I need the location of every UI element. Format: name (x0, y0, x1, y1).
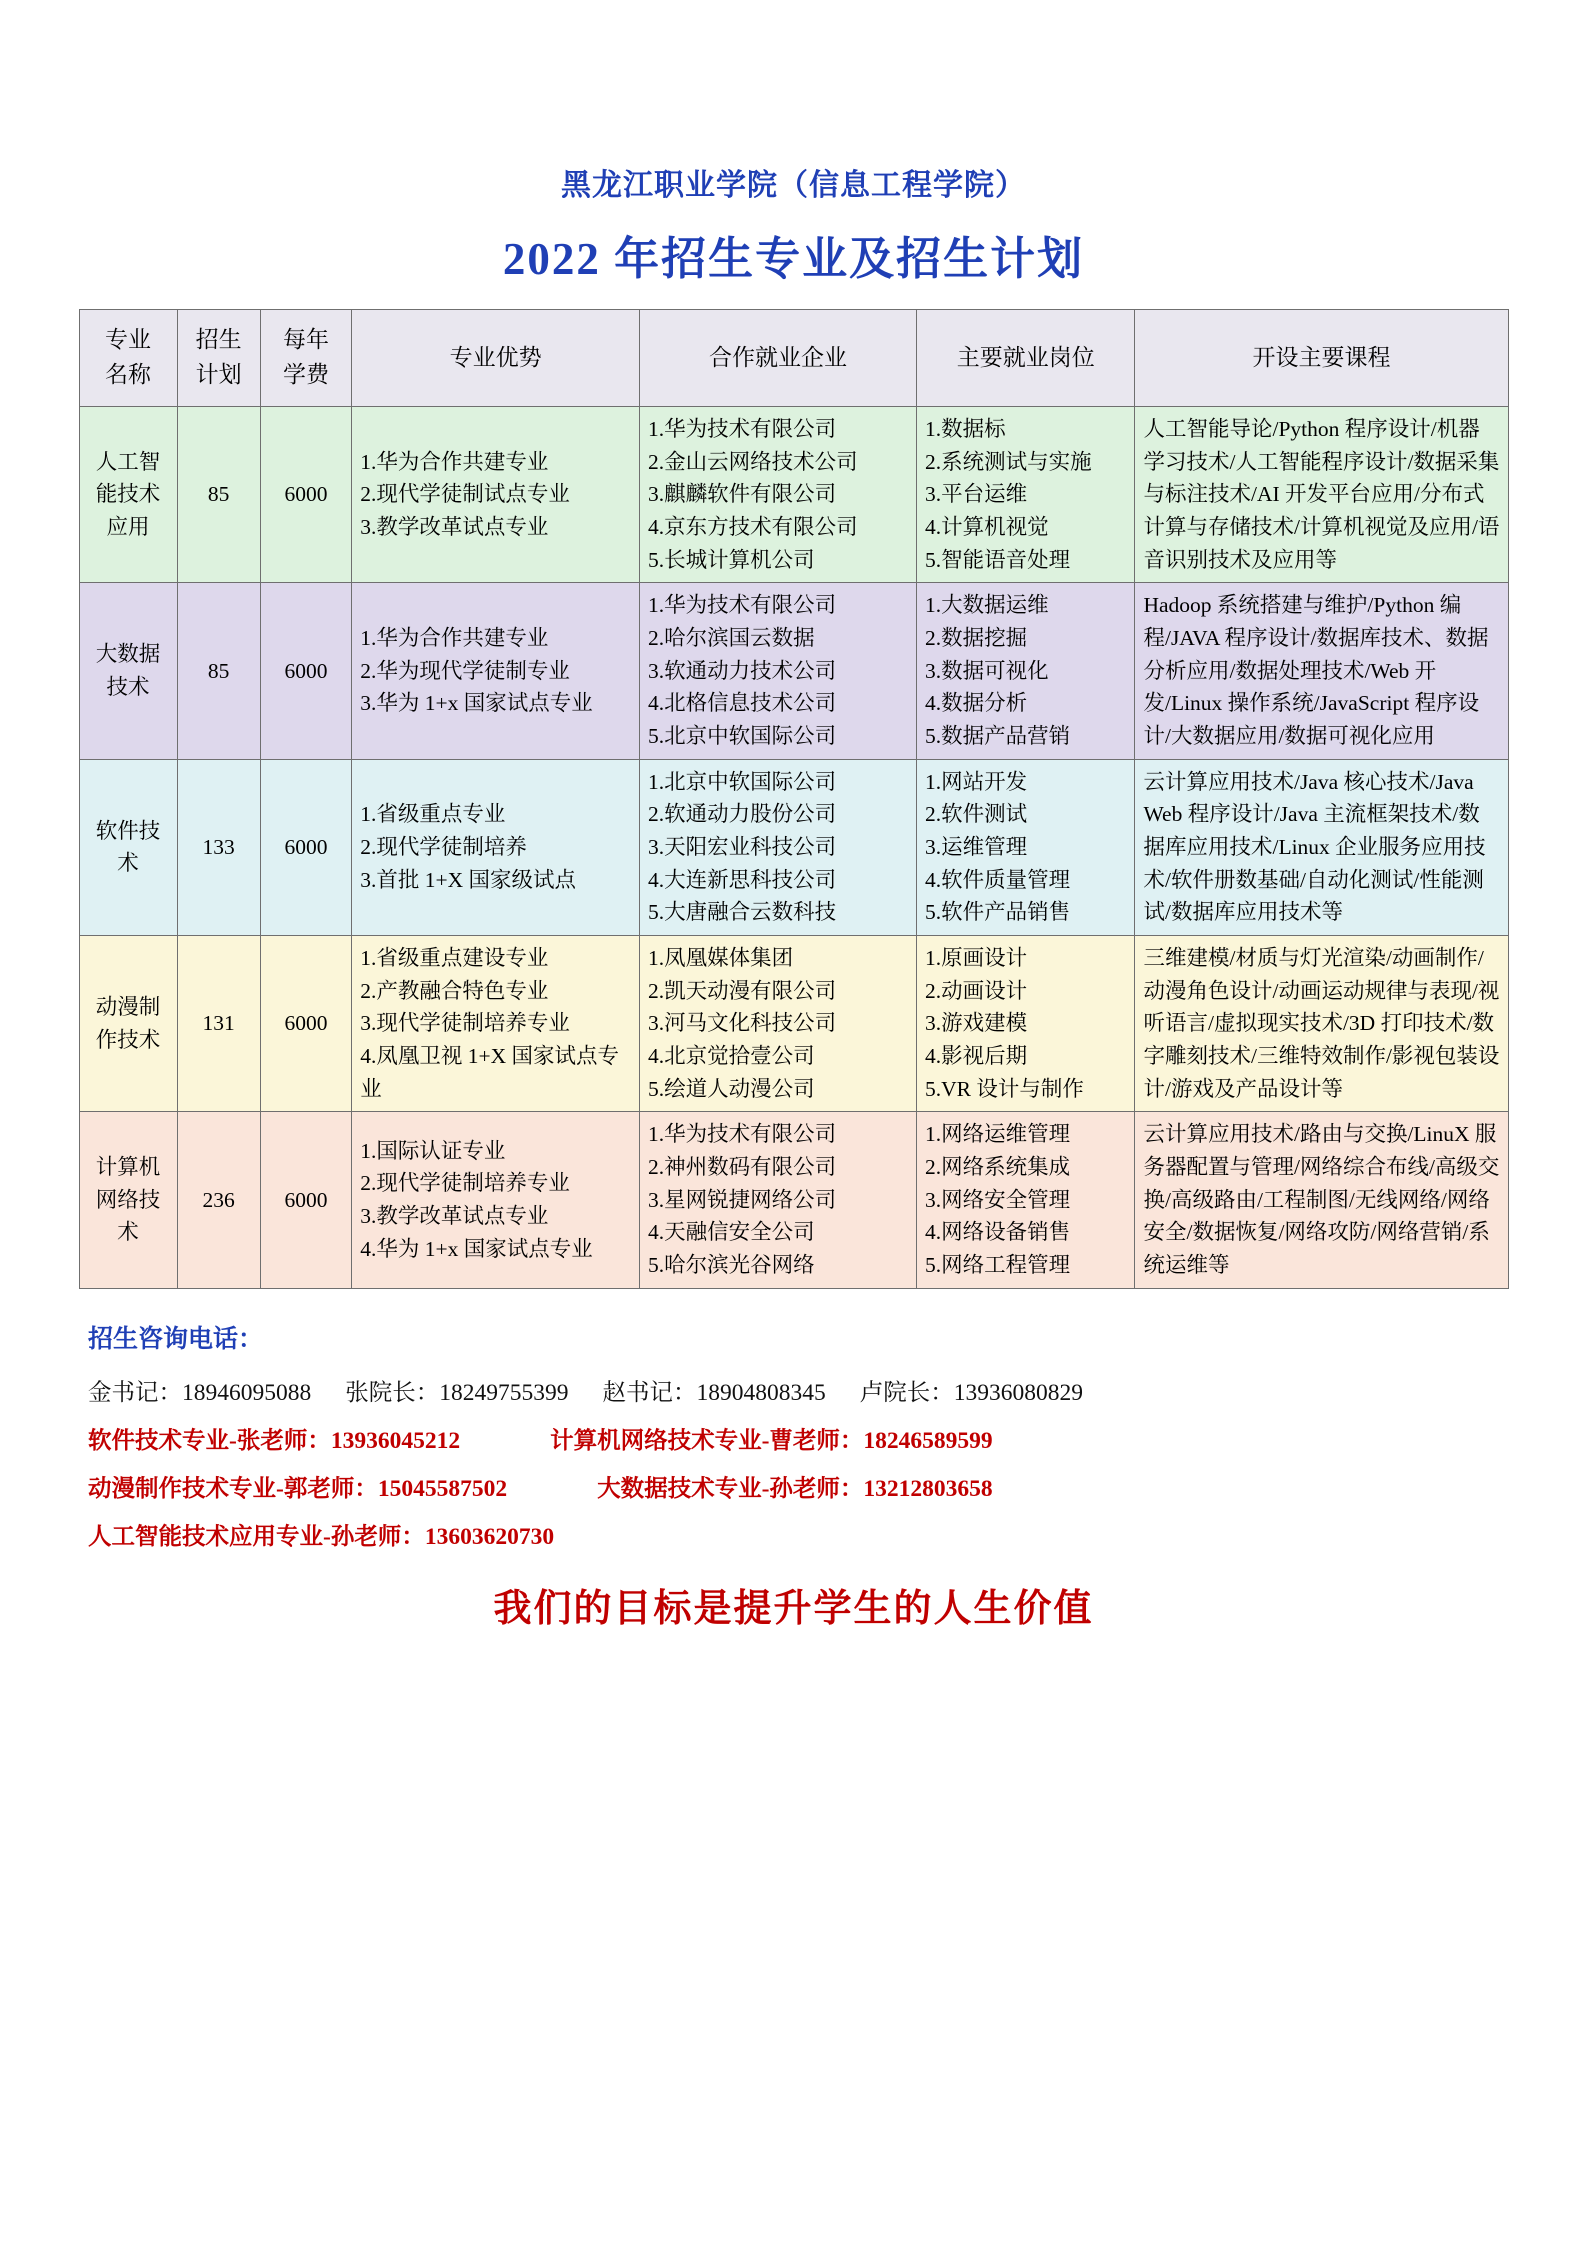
contact-line (88, 1517, 1509, 1551)
contacts-section (88, 1319, 1509, 1551)
contact-item: 金书记：18946095088 (88, 1379, 312, 1406)
cell-enrollment-plan: 85 (177, 583, 260, 759)
cell-companies: 1.华为技术有限公司 2.金山云网络技术公司 3.麒麟软件有限公司 4.京东方技术有限公司 5.长城计算机公司 (639, 407, 916, 583)
table-row (79, 1112, 1508, 1288)
cell-jobs: 1.原画设计 2.动画设计 3.游戏建模 4.影视后期 5.VR 设计与制作 (917, 936, 1135, 1112)
contact-item: 赵书记：18904808345 (602, 1379, 826, 1406)
cell-courses: Hadoop 系统搭建与维护/Python 编程/JAVA 程序设计/数据库技术、数据分析应用/数据处理技术/Web 开发/Linux 操作系统/JavaScript 程序设计/大数据应用/数据可视化应用 (1135, 583, 1508, 759)
contact-item: 软件技术专业-张老师：13936045212 (88, 1427, 461, 1454)
slogan: 我们的目标是提升学生的人生价值 (493, 1587, 1094, 1630)
page-title: 2022 年招生专业及招生计划 (502, 234, 1085, 284)
cell-major-name: 软件技术 (79, 759, 177, 935)
cell-companies: 1.华为技术有限公司 2.哈尔滨国云数据 3.软通动力技术公司 4.北格信息技术公司 5.北京中软国际公司 (639, 583, 916, 759)
column-header-courses: 开设主要课程 (1135, 310, 1508, 407)
contact-item: 动漫制作技术专业-郭老师：15045587502 (88, 1475, 508, 1502)
cell-jobs: 1.数据标 2.系统测试与实施 3.平台运维 4.计算机视觉 5.智能语音处理 (917, 407, 1135, 583)
cell-courses: 云计算应用技术/路由与交换/LinuX 服务器配置与管理/网络综合布线/高级交换/高级路由/工程制图/无线网络/网络安全/数据恢复/网络攻防/网络营销/系统运维等 (1135, 1112, 1508, 1288)
cell-companies: 1.北京中软国际公司 2.软通动力股份公司 3.天阳宏业科技公司 4.大连新思科技公司 5.大唐融合云数科技 (639, 759, 916, 935)
cell-courses: 三维建模/材质与灯光渲染/动画制作/动漫角色设计/动画运动规律与表现/视听语言/虚拟现实技术/3D 打印技术/数字雕刻技术/三维特效制作/影视包装设计/游戏及产品设计等 (1135, 936, 1508, 1112)
cell-enrollment-plan: 85 (177, 407, 260, 583)
cell-annual-fee: 6000 (260, 583, 352, 759)
contacts-heading: 招生咨询电话： (88, 1325, 264, 1353)
table-row (79, 759, 1508, 935)
cell-advantages: 1.华为合作共建专业 2.华为现代学徒制专业 3.华为 1+x 国家试点专业 (352, 583, 640, 759)
cell-jobs: 1.大数据运维 2.数据挖掘 3.数据可视化 4.数据分析 5.数据产品营销 (917, 583, 1135, 759)
cell-annual-fee: 6000 (260, 759, 352, 935)
cell-major-name: 大数据技术 (79, 583, 177, 759)
contact-line (88, 1421, 1509, 1455)
cell-courses: 人工智能导论/Python 程序设计/机器学习技术/人工智能程序设计/数据采集与标注技术/AI 开发平台应用/分布式计算与存储技术/计算机视觉及应用/语音识别技术及应用等 (1135, 407, 1508, 583)
column-header-jobs: 主要就业岗位 (917, 310, 1135, 407)
column-header-advantages: 专业优势 (352, 310, 640, 407)
contact-line (88, 1373, 1509, 1407)
cell-advantages: 1.国际认证专业 2.现代学徒制培养专业 3.教学改革试点专业 4.华为 1+x 国家试点专业 (352, 1112, 640, 1288)
cell-advantages: 1.华为合作共建专业 2.现代学徒制试点专业 3.教学改革试点专业 (352, 407, 640, 583)
column-header-enrollment-plan: 招生 计划 (177, 310, 260, 407)
column-header-companies: 合作就业企业 (639, 310, 916, 407)
cell-jobs: 1.网站开发 2.软件测试 3.运维管理 4.软件质量管理 5.软件产品销售 (917, 759, 1135, 935)
cell-annual-fee: 6000 (260, 407, 352, 583)
cell-jobs: 1.网络运维管理 2.网络系统集成 3.网络安全管理 4.网络设备销售 5.网络工程管理 (917, 1112, 1135, 1288)
cell-companies: 1.华为技术有限公司 2.神州数码有限公司 3.星网锐捷网络公司 4.天融信安全公司 5.哈尔滨光谷网络 (639, 1112, 916, 1288)
enrollment-plan-table (79, 309, 1509, 1289)
contact-item: 大数据技术专业-孙老师：13212803658 (597, 1475, 993, 1502)
institution-subtitle: 黑龙江职业学院（信息工程学院） (561, 169, 1026, 202)
contact-item: 卢院长：13936080829 (859, 1379, 1083, 1406)
cell-companies: 1.凤凰媒体集团 2.凯天动漫有限公司 3.河马文化科技公司 4.北京觉拾壹公司 5.绘道人动漫公司 (639, 936, 916, 1112)
contact-item: 计算机网络技术专业-曹老师：18246589599 (550, 1427, 993, 1454)
contact-item: 张院长：18249755399 (345, 1379, 569, 1406)
table-row (79, 407, 1508, 583)
contact-item: 人工智能技术应用专业-孙老师：13603620730 (88, 1523, 555, 1550)
cell-annual-fee: 6000 (260, 936, 352, 1112)
cell-advantages: 1.省级重点专业 2.现代学徒制培养 3.首批 1+X 国家级试点 (352, 759, 640, 935)
cell-enrollment-plan: 133 (177, 759, 260, 935)
cell-enrollment-plan: 236 (177, 1112, 260, 1288)
cell-enrollment-plan: 131 (177, 936, 260, 1112)
column-header-major-name: 专业 名称 (79, 310, 177, 407)
column-header-annual-fee: 每年 学费 (260, 310, 352, 407)
table-row (79, 936, 1508, 1112)
cell-courses: 云计算应用技术/Java 核心技术/Java Web 程序设计/Java 主流框架技术/数据库应用技术/Linux 企业服务应用技术/软件册数基础/自动化测试/性能测试/数据库应用技术等 (1135, 759, 1508, 935)
cell-major-name: 人工智能技术应用 (79, 407, 177, 583)
cell-major-name: 动漫制作技术 (79, 936, 177, 1112)
contact-line (88, 1469, 1509, 1503)
table-header-row (79, 310, 1508, 407)
cell-annual-fee: 6000 (260, 1112, 352, 1288)
table-row (79, 583, 1508, 759)
cell-major-name: 计算机网络技术 (79, 1112, 177, 1288)
cell-advantages: 1.省级重点建设专业 2.产教融合特色专业 3.现代学徒制培养专业 4.凤凰卫视 1+X 国家试点专业 (352, 936, 640, 1112)
